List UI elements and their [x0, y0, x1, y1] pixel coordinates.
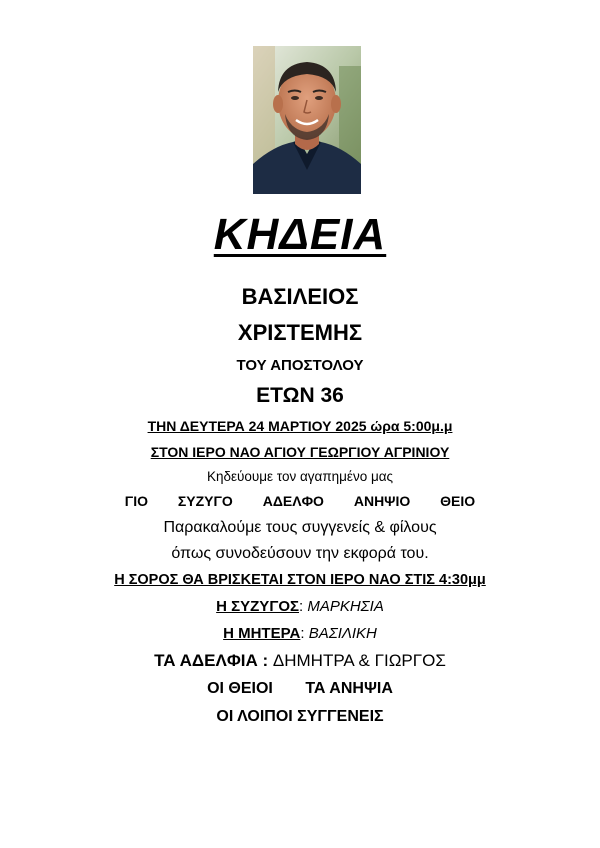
relation-uncle: ΘΕΙΟ	[440, 493, 476, 509]
mother-line	[0, 625, 600, 642]
deceased-first-name: ΒΑΣΙΛΕΙΟΣ	[241, 284, 359, 309]
age-text: ΕΤΩΝ 36	[256, 384, 344, 407]
uncles-nephews-line	[0, 680, 600, 698]
relation-nephew: ΑΝΗΨΙΟ	[353, 493, 411, 509]
funeral-date-time: ΤΗΝ ΔΕΥΤΕΡΑ 24 ΜΑΡΤΙΟΥ 2025 ώρα 5:00μ.μ	[147, 418, 453, 434]
relations-list	[0, 493, 600, 509]
notice-title: ΚΗΔΕΙΑ	[213, 210, 387, 259]
spouse-separator: :	[299, 598, 308, 615]
relation-brother: ΑΔΕΛΦΟ	[262, 493, 324, 509]
uncles-text: ΟΙ ΘΕΙΟΙ	[207, 680, 273, 697]
deceased-last-name: ΧΡΙΣΤΕΜΗΣ	[237, 320, 363, 345]
siblings-label: ΤΑ ΑΔΕΛΦΙΑ :	[154, 651, 273, 670]
other-relatives: ΟΙ ΛΟΙΠΟΙ ΣΥΓΓΕΝΕΙΣ	[216, 708, 384, 725]
siblings-names: ΔΗΜΗΤΡΑ & ΓΙΩΡΓΟΣ	[272, 651, 446, 670]
mother-separator: :	[300, 625, 309, 642]
portrait-illustration	[253, 46, 361, 194]
relation-husband: ΣΥΖΥΓΟ	[177, 493, 233, 509]
request-line-1: Παρακαλούμε τους συγγενείς & φίλους	[163, 519, 437, 536]
spouse-label: Η ΣΥΖΥΓΟΣ	[216, 598, 299, 615]
body-viewing-notice: Η ΣΟΡΟΣ ΘΑ ΒΡΙΣΚΕΤΑΙ ΣΤΟΝ ΙΕΡΟ ΝΑΟ ΣΤΙΣ 4:30μμ	[114, 572, 486, 588]
spouse-line	[0, 598, 600, 615]
nephews-text: ΤΑ ΑΝΗΨΙΑ	[305, 680, 393, 697]
mother-label: Η ΜΗΤΕΡΑ	[223, 625, 301, 642]
relation-son: ΓΙΟ	[124, 493, 148, 509]
father-name: ΤΟΥ ΑΠΟΣΤΟΛΟΥ	[236, 357, 364, 374]
spouse-name: ΜΑΡΚΗΣΙΑ	[307, 598, 384, 615]
request-line-2: όπως συνοδεύσουν την εκφορά του.	[171, 545, 429, 562]
siblings-line	[0, 651, 600, 671]
intro-text: Κηδεύουμε τον αγαπημένο μας	[206, 469, 394, 484]
funeral-location: ΣΤΟΝ ΙΕΡΟ ΝΑΟ ΑΓΙΟΥ ΓΕΩΡΓΙΟΥ ΑΓΡΙΝΙΟΥ	[150, 444, 450, 460]
portrait-photo	[253, 46, 361, 194]
mother-name: ΒΑΣΙΛΙΚΗ	[308, 625, 377, 642]
